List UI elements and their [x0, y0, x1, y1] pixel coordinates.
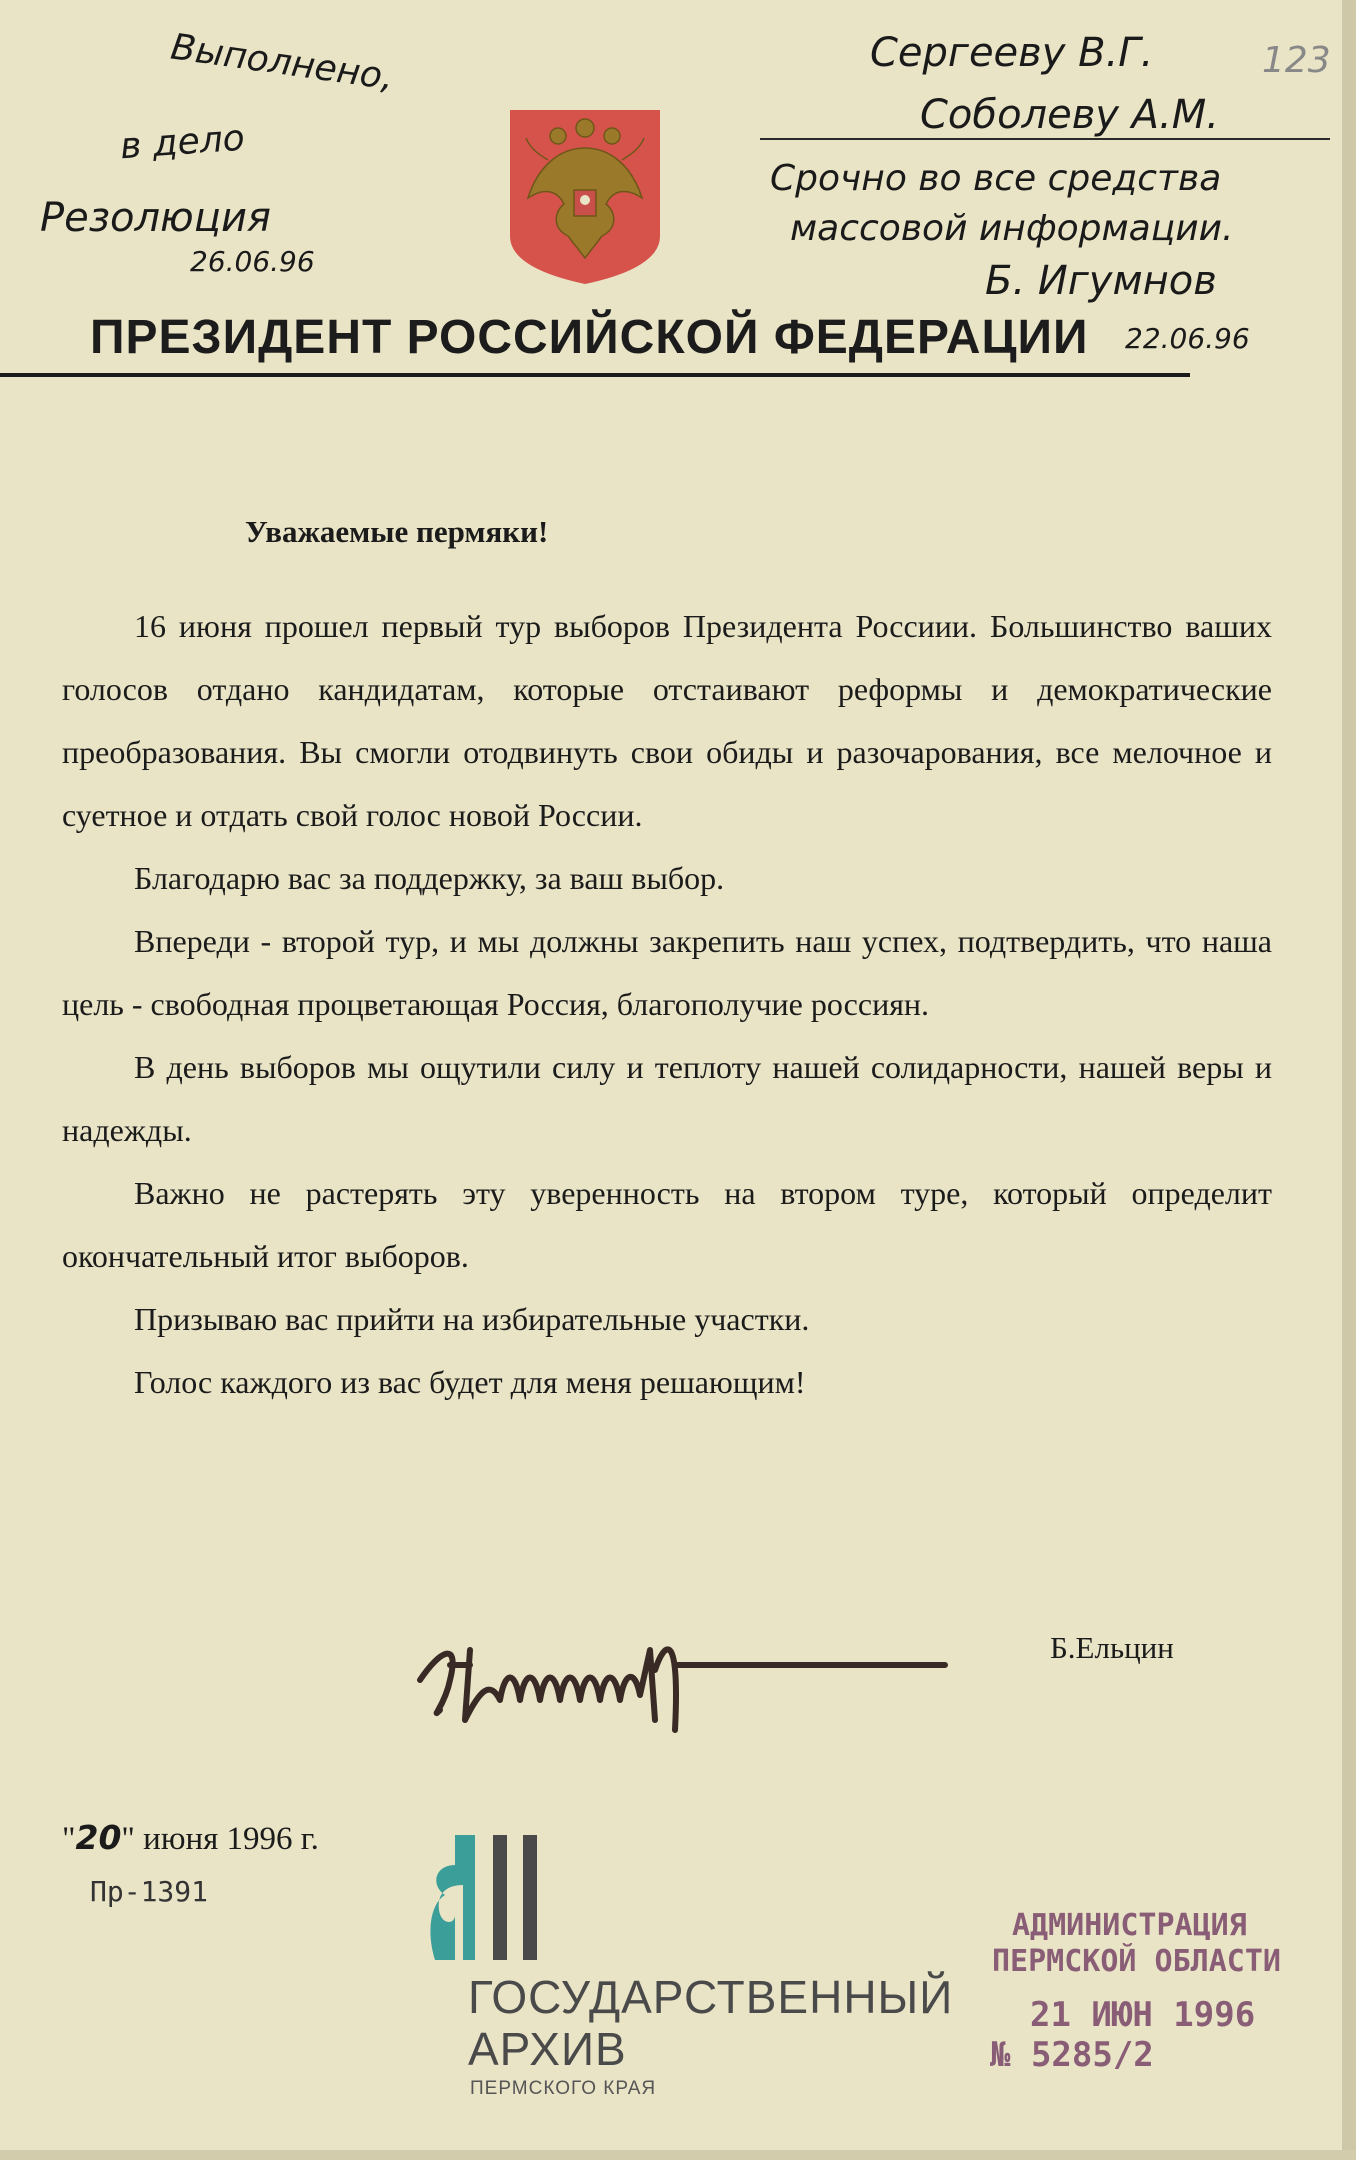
note-number: 123	[1262, 40, 1331, 81]
archive-name-line1: ГОСУДАРСТВЕННЫЙ	[468, 1971, 954, 2023]
letter-body	[62, 595, 1272, 1414]
signer-name: Б.Ельцин	[1050, 1630, 1174, 1665]
paragraph: Призываю вас прийти на избирательные участки.	[134, 1301, 810, 1337]
date-open-quote: "	[62, 1821, 76, 1857]
note-left-signature: Резолюция	[40, 195, 271, 241]
stamp-org-line1: АДМИНИСТРАЦИЯ	[1012, 1908, 1247, 1943]
date-close-quote: "	[121, 1821, 135, 1857]
letter-date	[62, 1818, 319, 1858]
note-to-file: в дело	[118, 117, 247, 168]
paragraph: Благодарю вас за поддержку, за ваш выбор.	[134, 860, 725, 896]
paragraph: Важно не растерять эту уверенность на втором туре, который определит окончательный итог выборов.	[62, 1175, 1272, 1274]
note-underline	[760, 138, 1330, 140]
salutation: Уважаемые пермяки!	[245, 514, 549, 549]
note-left-date: 26.06.96	[190, 245, 315, 278]
archive-name-line2: АРХИВ	[468, 2023, 627, 2075]
paragraph: 16 июня прошел первый тур выборов Президента Россиии. Большинство ваших голосов отдано кандидатам, которые отстаивают реформы и демократические преобразования. Вы смогли отодвинуть свои обиды и разочарования, все мелочное и суетное и отдать свой голос новой России.	[62, 608, 1272, 833]
paragraph: Голос каждого из вас будет для меня решающим!	[134, 1364, 806, 1400]
note-recipient-1: Сергееву В.Г.	[870, 30, 1154, 76]
note-right-signature: Б. Игумнов	[985, 258, 1217, 304]
handwritten-signature	[410, 1610, 950, 1740]
stamp-date: 21 ИЮН 1996	[1030, 1995, 1256, 2035]
archive-logo-icon	[425, 1825, 560, 1965]
stamp-org-line2: ПЕРМСКОЙ ОБЛАСТИ	[992, 1944, 1281, 1979]
date-day: 20	[75, 1818, 122, 1857]
note-recipient-2: Соболеву А.М.	[920, 92, 1219, 138]
paragraph: Впереди - второй тур, и мы должны закрепить наш успех, подтвердить, что наша цель - свободная процветающая Россия, благополучие россиян.	[62, 923, 1272, 1022]
page-edge	[1342, 0, 1356, 2160]
note-right-date: 22.06.96	[1125, 322, 1250, 355]
letterhead-rule	[0, 373, 1190, 377]
note-done: Выполнено,	[168, 26, 397, 99]
coat-of-arms-icon	[508, 108, 662, 286]
note-instruction-1: Срочно во все средства	[770, 158, 1222, 199]
registration-number: Пр-1391	[90, 1875, 209, 1908]
note-instruction-2: массовой информации.	[790, 208, 1234, 249]
paragraph: В день выборов мы ощутили силу и теплоту нашей солидарности, нашей веры и надежды.	[62, 1049, 1272, 1148]
page-edge-bottom	[0, 2150, 1356, 2160]
stamp-number: № 5285/2	[990, 2035, 1154, 2075]
letterhead-title: ПРЕЗИДЕНТ РОССИЙСКОЙ ФЕДЕРАЦИИ	[90, 311, 1089, 364]
archive-name-line3: ПЕРМСКОГО КРАЯ	[470, 2078, 657, 2099]
date-rest: июня 1996 г.	[143, 1821, 319, 1857]
